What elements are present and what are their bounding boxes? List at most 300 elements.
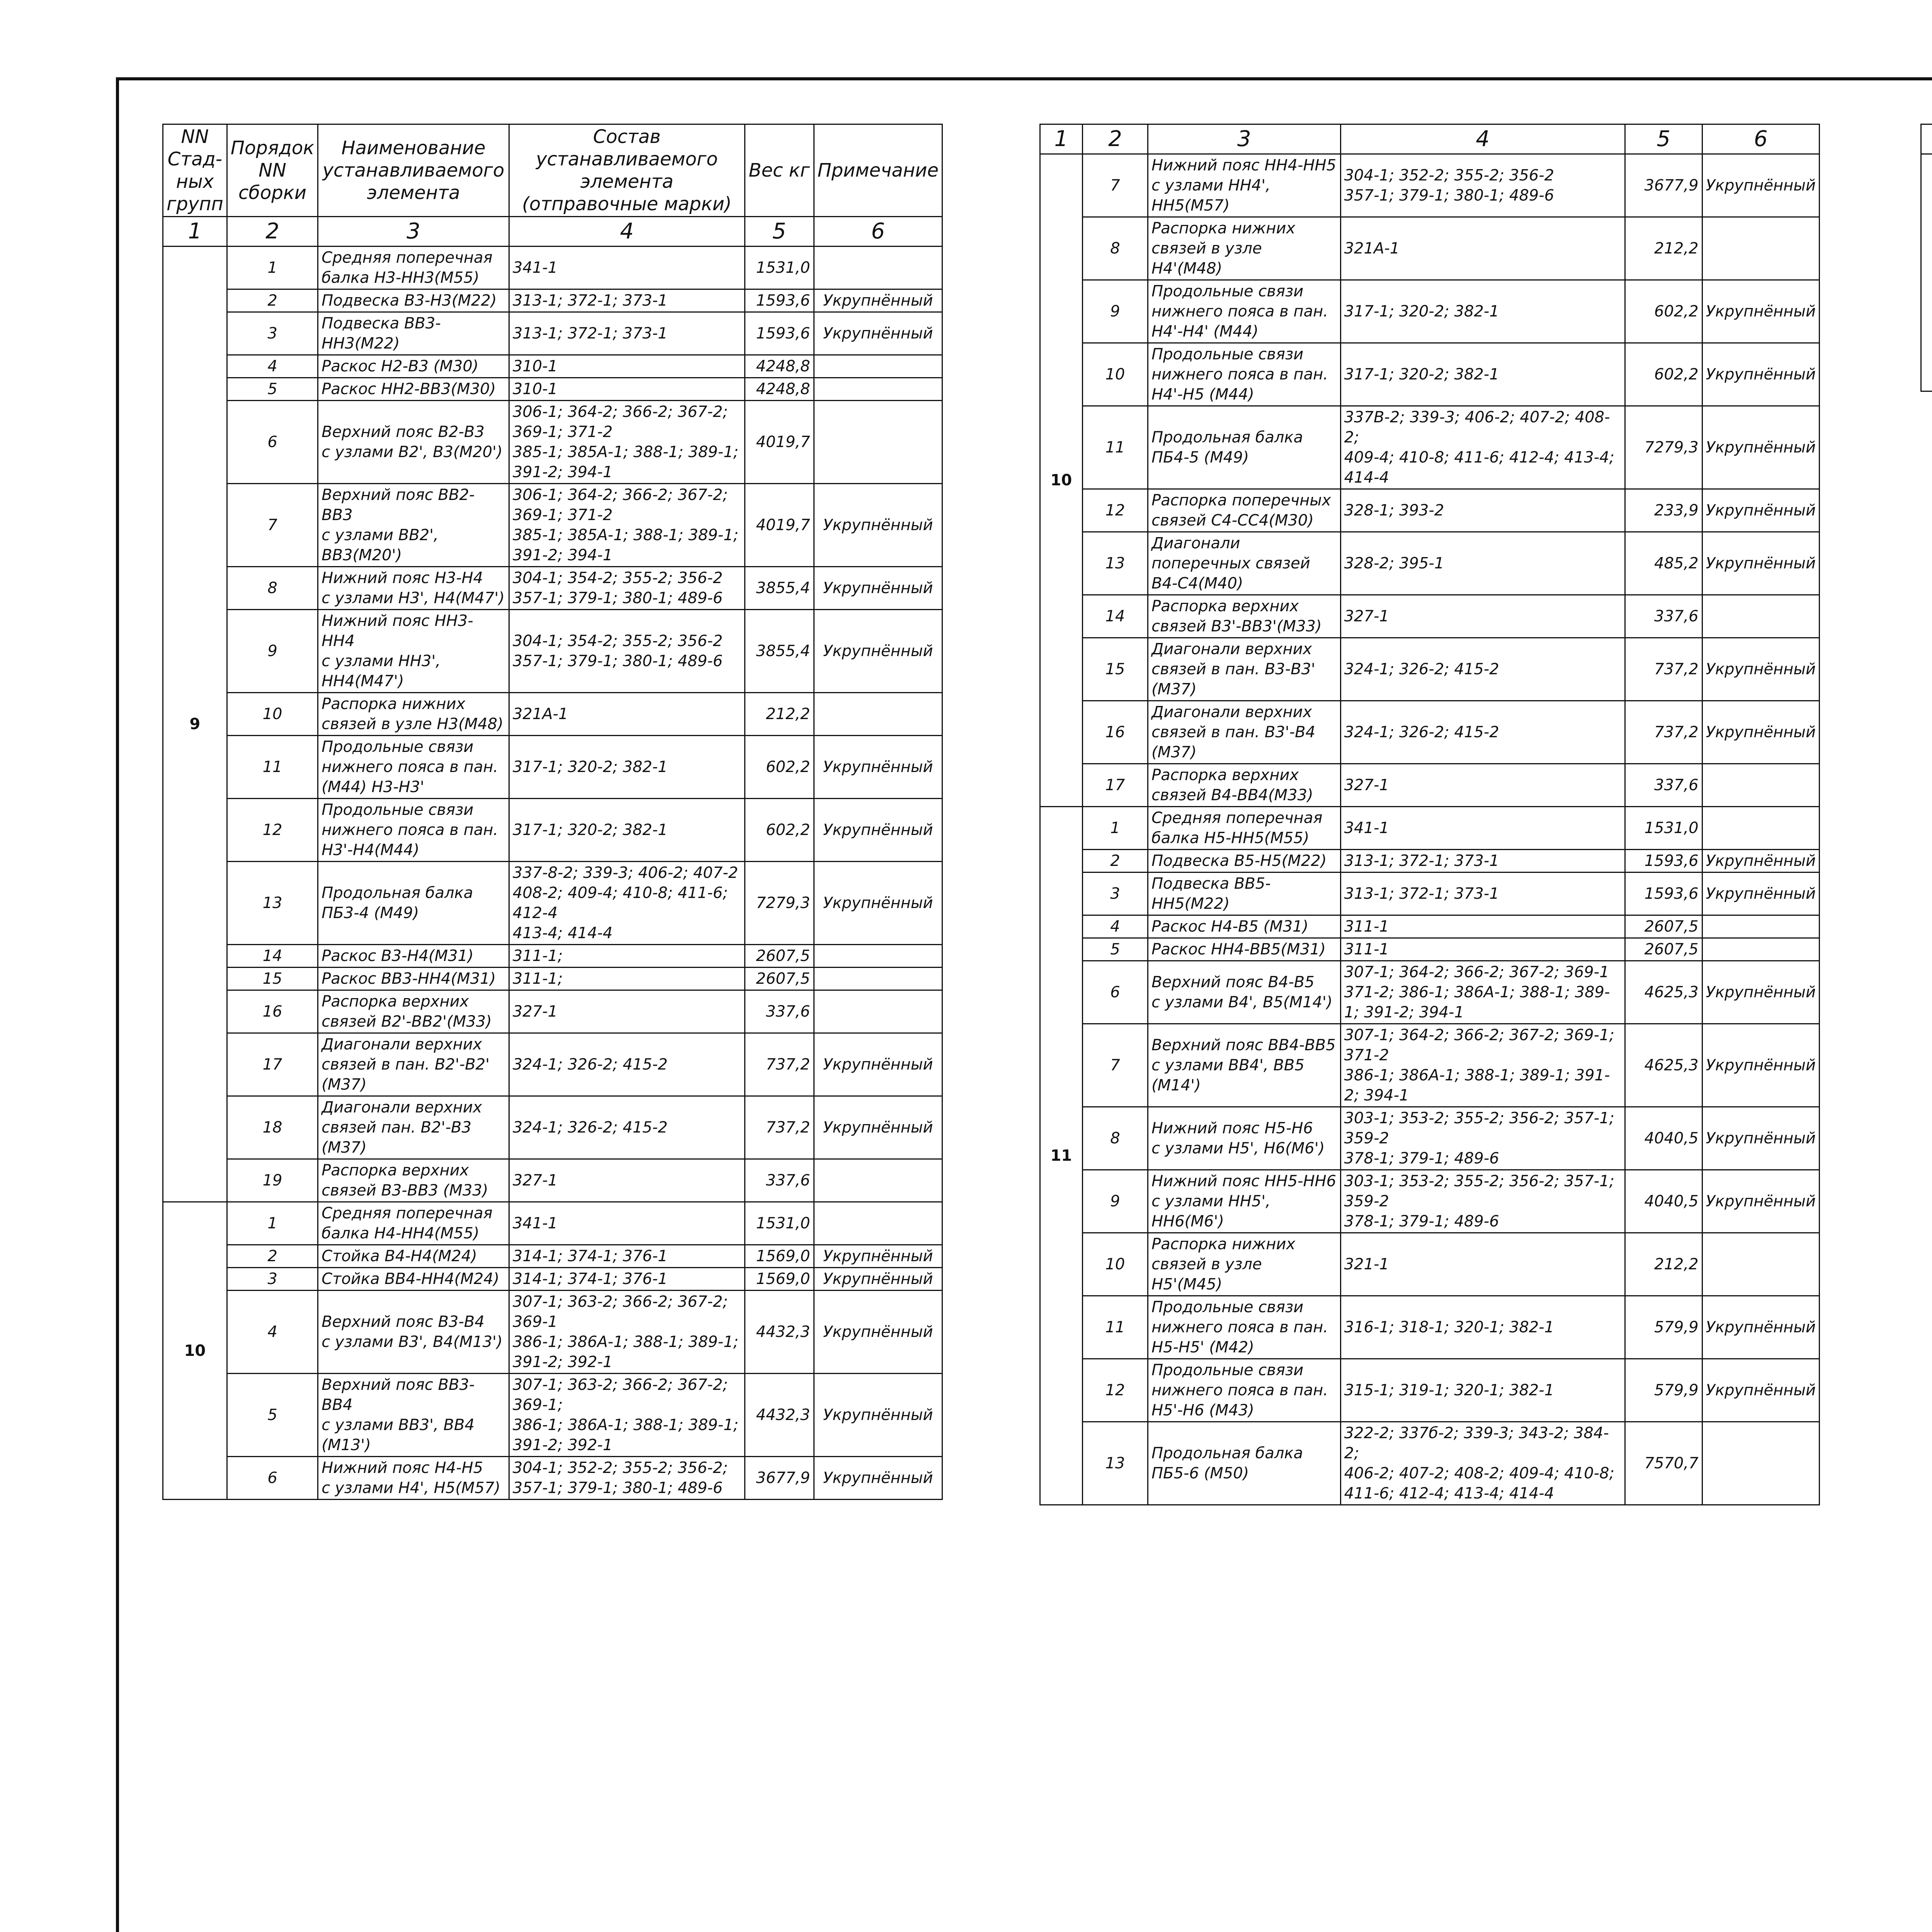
- element-name: Верхний пояс В4-В5 с узлами В4', В5(М14'): [1148, 961, 1341, 1024]
- table-row: [1921, 154, 1932, 177]
- element-composition: 341-1: [509, 1202, 745, 1245]
- element-weight: 4019,7: [745, 401, 814, 484]
- element-name: Распорка нижних связей в узле Н5'(М45): [1148, 1233, 1341, 1296]
- assembly-order: 4: [227, 355, 318, 378]
- assembly-order: 3: [227, 1268, 318, 1291]
- element-name: Диагонали верхних связей в пан. В3-В3' (М37): [1148, 638, 1341, 701]
- element-name: Раскос Н4-В5 (М31): [1148, 915, 1341, 938]
- element-weight: 4432,3: [745, 1374, 814, 1457]
- element-composition: 324-1; 326-2; 415-2: [1340, 701, 1625, 764]
- assembly-order: 6: [227, 401, 318, 484]
- table-row: [163, 567, 942, 610]
- element-composition: 303-1; 353-2; 355-2; 356-2; 357-1; 359-2 378-1; 379-1; 489-6: [1340, 1107, 1625, 1170]
- table-row: [1040, 1170, 1820, 1233]
- element-composition: 317-1; 320-2; 382-1: [1340, 343, 1625, 406]
- stage-group-number: 9: [163, 247, 227, 1202]
- assembly-order: 1: [227, 1202, 318, 1245]
- element-weight: 602,2: [1625, 343, 1702, 406]
- element-name: Распорка нижних связей в узле Н4'(М48): [1148, 217, 1341, 280]
- element-composition: 341-1: [509, 247, 745, 289]
- table-row: [163, 1159, 942, 1202]
- element-weight: 337,6: [1625, 595, 1702, 638]
- element-weight: 737,2: [1625, 638, 1702, 701]
- table-row: [1040, 280, 1820, 343]
- element-weight: 4040,5: [1625, 1170, 1702, 1233]
- table-row: [163, 1202, 942, 1245]
- element-weight: 337,6: [1625, 764, 1702, 807]
- element-note: [1702, 915, 1819, 938]
- table-row: [1040, 217, 1820, 280]
- column-number: 3: [318, 217, 509, 247]
- element-weight: 1531,0: [745, 1202, 814, 1245]
- element-weight: 7279,3: [745, 862, 814, 945]
- assembly-order: 13: [1082, 532, 1148, 595]
- assembly-order: 2: [1082, 850, 1148, 872]
- header-name-col: Наименование устанавливаемого элемента: [318, 124, 509, 217]
- element-composition: 328-1; 393-2: [1340, 489, 1625, 532]
- table-row: [163, 1096, 942, 1159]
- table-row: [1040, 764, 1820, 807]
- element-composition: 311-1;: [509, 945, 745, 968]
- table-row: [1040, 638, 1820, 701]
- element-note: Укрупнённый: [814, 312, 942, 355]
- element-note: Укрупнённый: [1702, 872, 1819, 915]
- element-composition: 324-1; 326-2; 415-2: [1340, 638, 1625, 701]
- element-composition: 324-1; 326-2; 415-2: [509, 1096, 745, 1159]
- element-note: [814, 247, 942, 289]
- element-name: Диагонали верхних связей в пан. В3'-В4 (М37): [1148, 701, 1341, 764]
- element-composition: 304-1; 354-2; 355-2; 356-2 357-1; 379-1; 380-1; 489-6: [509, 567, 745, 610]
- assembly-order: 11: [1082, 406, 1148, 489]
- assembly-order: 12: [1082, 1359, 1148, 1422]
- assembly-order: 8: [1082, 217, 1148, 280]
- assembly-order: 7: [227, 484, 318, 567]
- element-note: Укрупнённый: [1702, 532, 1819, 595]
- element-weight: 1569,0: [745, 1245, 814, 1268]
- element-composition: 317-1; 320-2; 382-1: [509, 799, 745, 862]
- assembly-order: 5: [1082, 938, 1148, 961]
- element-composition: 310-1: [509, 378, 745, 401]
- column-number-row: [163, 217, 942, 247]
- table-row: [1040, 1359, 1820, 1422]
- table-row: [163, 736, 942, 799]
- element-composition: 321А-1: [509, 693, 745, 736]
- table-header: [163, 124, 942, 217]
- element-weight: 2607,5: [745, 945, 814, 968]
- element-note: Укрупнённый: [814, 1268, 942, 1291]
- element-weight: 212,2: [745, 693, 814, 736]
- element-composition: 321А-1: [1340, 217, 1625, 280]
- element-note: Укрупнённый: [1702, 638, 1819, 701]
- element-name: Продольные связи нижнего пояса в пан. Н5'-Н6 (М43): [1148, 1359, 1341, 1422]
- assembly-order: 3: [227, 312, 318, 355]
- element-name: Продольная балка ПБ5-6 (М50): [1148, 1422, 1341, 1505]
- column-number-row: [1040, 124, 1820, 154]
- assembly-order: 11: [1082, 1296, 1148, 1359]
- table-row: [163, 1291, 942, 1374]
- element-composition: 314-1; 374-1; 376-1: [509, 1268, 745, 1291]
- element-composition: 311-1: [1340, 938, 1625, 961]
- stage-group-number: 10: [163, 1202, 227, 1500]
- element-name: Раскос НН4-ВВ5(М31): [1148, 938, 1341, 961]
- table-row: [1040, 532, 1820, 595]
- element-name: Продольная балка ПБ4-5 (М49): [1148, 406, 1341, 489]
- assembly-order: 15: [1082, 638, 1148, 701]
- element-weight: 233,9: [1625, 489, 1702, 532]
- table-row: [1040, 406, 1820, 489]
- element-note: Укрупнённый: [1702, 850, 1819, 872]
- column-number-row: [1921, 124, 1932, 154]
- element-name: Подвеска ВВ3-НН3(М22): [318, 312, 509, 355]
- element-name: Средняя поперечная балка Н5-НН5(М55): [1148, 807, 1341, 850]
- element-name: Раскос ВВ3-НН4(М31): [318, 968, 509, 990]
- element-note: Укрупнённый: [1702, 1024, 1819, 1107]
- element-weight: 4432,3: [745, 1291, 814, 1374]
- element-note: Укрупнённый: [1702, 154, 1819, 217]
- element-name: Распорка верхних связей В2'-ВВ2'(М33): [318, 990, 509, 1033]
- element-note: [814, 355, 942, 378]
- element-note: [1702, 1233, 1819, 1296]
- element-weight: 4248,8: [745, 378, 814, 401]
- element-composition: 307-1; 364-2; 366-2; 367-2; 369-1 371-2; 386-1; 386А-1; 388-1; 389-1; 391-2; 394-1: [1340, 961, 1625, 1024]
- element-composition: 337В-2; 339-3; 406-2; 407-2; 408-2; 409-4; 410-8; 411-6; 412-4; 413-4; 414-4: [1340, 406, 1625, 489]
- element-name: Раскос В3-Н4(М31): [318, 945, 509, 968]
- element-composition: 317-1; 320-2; 382-1: [509, 736, 745, 799]
- table-row: [163, 247, 942, 289]
- element-weight: 337,6: [745, 990, 814, 1033]
- assembly-order: 10: [1082, 343, 1148, 406]
- element-weight: 1531,0: [1625, 807, 1702, 850]
- table-row: [1040, 1107, 1820, 1170]
- table-row: [1040, 701, 1820, 764]
- assembly-order: 17: [1082, 764, 1148, 807]
- assembly-order: 4: [227, 1291, 318, 1374]
- assembly-order: 3: [1082, 872, 1148, 915]
- element-name: Раскос Н2-В3 (М30): [318, 355, 509, 378]
- table-row: [1040, 489, 1820, 532]
- assembly-order: 5: [227, 378, 318, 401]
- element-composition: 311-1;: [509, 968, 745, 990]
- element-name: Верхний пояс В3-В4 с узлами В3', В4(М13'): [318, 1291, 509, 1374]
- element-weight: 602,2: [745, 736, 814, 799]
- header-composition-col: Состав устанавливаемого элемента (отправочные марки): [509, 124, 745, 217]
- element-note: Укрупнённый: [814, 610, 942, 693]
- assembly-order: 7: [1082, 1024, 1148, 1107]
- element-note: Укрупнённый: [814, 289, 942, 312]
- element-composition: 303-1; 353-2; 355-2; 356-2; 357-1; 359-2 378-1; 379-1; 489-6: [1340, 1170, 1625, 1233]
- column-number: 5: [745, 217, 814, 247]
- element-note: Укрупнённый: [814, 1457, 942, 1500]
- assembly-order: 7: [1082, 154, 1148, 217]
- sequence-table-right: [1920, 124, 1932, 392]
- element-weight: 212,2: [1625, 217, 1702, 280]
- element-name: Подвеска ВВ5-НН5(М22): [1148, 872, 1341, 915]
- assembly-order: 9: [1082, 280, 1148, 343]
- table-row: [163, 1268, 942, 1291]
- element-composition: 307-1; 363-2; 366-2; 367-2; 369-1 386-1; 386А-1; 388-1; 389-1; 391-2; 392-1: [509, 1291, 745, 1374]
- element-note: [814, 1159, 942, 1202]
- header-order-col: Порядок NN сборки: [227, 124, 318, 217]
- element-name: Нижний пояс Н3-Н4 с узлами Н3', Н4(М47'): [318, 567, 509, 610]
- element-composition: 306-1; 364-2; 366-2; 367-2; 369-1; 371-2 385-1; 385А-1; 388-1; 389-1; 391-2; 394-1: [509, 484, 745, 567]
- table-row: [1040, 1024, 1820, 1107]
- element-note: Укрупнённый: [814, 1245, 942, 1268]
- table-row: [1040, 1233, 1820, 1296]
- element-weight: 737,2: [1625, 701, 1702, 764]
- element-weight: 4019,7: [745, 484, 814, 567]
- element-note: Укрупнённый: [814, 1096, 942, 1159]
- element-name: Нижний пояс Н5-Н6 с узлами Н5', Н6(М6'): [1148, 1107, 1341, 1170]
- assembly-order: 16: [227, 990, 318, 1033]
- element-weight: 2607,5: [745, 968, 814, 990]
- element-note: Укрупнённый: [1702, 406, 1819, 489]
- element-composition: 313-1; 372-1; 373-1: [509, 312, 745, 355]
- stage-group-number: 11: [1040, 807, 1083, 1505]
- element-note: [814, 945, 942, 968]
- element-note: Укрупнённый: [814, 1033, 942, 1096]
- assembly-order: 14: [1082, 595, 1148, 638]
- element-weight: 579,9: [1625, 1359, 1702, 1422]
- element-name: Средняя поперечная балка Н3-НН3(М55): [318, 247, 509, 289]
- assembly-order: 11: [227, 736, 318, 799]
- element-composition: 310-1: [509, 355, 745, 378]
- element-name: Нижний пояс Н4-Н5 с узлами Н4', Н5(М57): [318, 1457, 509, 1500]
- element-weight: 737,2: [745, 1096, 814, 1159]
- element-name: Диагонали верхних связей в пан. В2'-В2' (М37): [318, 1033, 509, 1096]
- assembly-order: 10: [1082, 1233, 1148, 1296]
- element-name: Распорка верхних связей В3-ВВ3 (М33): [318, 1159, 509, 1202]
- assembly-order: 12: [1082, 489, 1148, 532]
- element-weight: 3855,4: [745, 610, 814, 693]
- element-composition: 315-1; 319-1; 320-1; 382-1: [1340, 1359, 1625, 1422]
- table-row: [163, 1245, 942, 1268]
- element-composition: 327-1: [1340, 595, 1625, 638]
- table-row: [1040, 595, 1820, 638]
- element-note: [814, 693, 942, 736]
- table-row: [1040, 1296, 1820, 1359]
- element-note: Укрупнённый: [1702, 280, 1819, 343]
- table-row: [163, 484, 942, 567]
- element-note: Укрупнённый: [1702, 701, 1819, 764]
- assembly-order: 1: [227, 247, 318, 289]
- element-weight: 1593,6: [1625, 872, 1702, 915]
- stage-group-number: [1921, 154, 1932, 391]
- assembly-order: 9: [1082, 1170, 1148, 1233]
- element-composition: 328-2; 395-1: [1340, 532, 1625, 595]
- element-composition: 311-1: [1340, 915, 1625, 938]
- assembly-order: 2: [227, 1245, 318, 1268]
- sequence-table-middle: [1039, 124, 1820, 1505]
- assembly-order: 16: [1082, 701, 1148, 764]
- element-weight: 602,2: [745, 799, 814, 862]
- element-note: Укрупнённый: [1702, 1170, 1819, 1233]
- assembly-order: 8: [1082, 1107, 1148, 1170]
- element-name: Диагонали поперечных связей В4-С4(М40): [1148, 532, 1341, 595]
- element-name: Продольные связи нижнего пояса в пан. Н3'-Н4(М44): [318, 799, 509, 862]
- element-note: [814, 378, 942, 401]
- element-note: Укрупнённый: [814, 862, 942, 945]
- element-note: Укрупнённый: [814, 484, 942, 567]
- element-note: Укрупнённый: [1702, 961, 1819, 1024]
- table-row: [1040, 850, 1820, 872]
- table-row: [1040, 915, 1820, 938]
- table-row: [163, 378, 942, 401]
- table-row: [1040, 961, 1820, 1024]
- table-row: [163, 1033, 942, 1096]
- element-note: Укрупнённый: [814, 567, 942, 610]
- column-number: 4: [509, 217, 745, 247]
- element-name: Распорка поперечных связей С4-СС4(М30): [1148, 489, 1341, 532]
- element-note: Укрупнённый: [814, 736, 942, 799]
- table-row: [163, 990, 942, 1033]
- element-weight: 4625,3: [1625, 1024, 1702, 1107]
- element-name: Продольные связи нижнего пояса в пан. (М44) Н3-Н3': [318, 736, 509, 799]
- table-row: [1040, 1422, 1820, 1505]
- column-number: [1921, 124, 1932, 154]
- element-composition: 306-1; 364-2; 366-2; 367-2; 369-1; 371-2 385-1; 385А-1; 388-1; 389-1; 391-2; 394-1: [509, 401, 745, 484]
- element-weight: 4625,3: [1625, 961, 1702, 1024]
- element-composition: 322-2; 337б-2; 339-3; 343-2; 384-2; 406-2; 407-2; 408-2; 409-4; 410-8; 411-6; 412-4; 413-4; 414-4: [1340, 1422, 1625, 1505]
- element-name: Подвеска В5-Н5(М22): [1148, 850, 1341, 872]
- element-note: Укрупнённый: [1702, 1296, 1819, 1359]
- element-note: Укрупнённый: [814, 799, 942, 862]
- element-composition: 327-1: [509, 990, 745, 1033]
- element-name: Нижний пояс НН5-НН6 с узлами НН5', НН6(М6'): [1148, 1170, 1341, 1233]
- element-weight: 1569,0: [745, 1268, 814, 1291]
- element-weight: 7570,7: [1625, 1422, 1702, 1505]
- table-row: [163, 312, 942, 355]
- column-number: 1: [163, 217, 227, 247]
- assembly-order: 10: [227, 693, 318, 736]
- table-row: [163, 1457, 942, 1500]
- element-note: [814, 1202, 942, 1245]
- element-weight: 485,2: [1625, 532, 1702, 595]
- element-name: Диагонали верхних связей пан. В2'-В3 (М37): [318, 1096, 509, 1159]
- element-weight: 1531,0: [745, 247, 814, 289]
- element-name: Стойка В4-Н4(М24): [318, 1245, 509, 1268]
- column-number: 6: [814, 217, 942, 247]
- column-number: 1: [1040, 124, 1083, 154]
- element-composition: 324-1; 326-2; 415-2: [509, 1033, 745, 1096]
- element-composition: 341-1: [1340, 807, 1625, 850]
- column-number: 2: [227, 217, 318, 247]
- table-row: [163, 799, 942, 862]
- table-row: [163, 401, 942, 484]
- element-weight: 4040,5: [1625, 1107, 1702, 1170]
- element-composition: 307-1; 363-2; 366-2; 367-2; 369-1; 386-1; 386А-1; 388-1; 389-1; 391-2; 392-1: [509, 1374, 745, 1457]
- table-row: [163, 289, 942, 312]
- element-composition: 316-1; 318-1; 320-1; 382-1: [1340, 1296, 1625, 1359]
- element-weight: 3855,4: [745, 567, 814, 610]
- element-weight: 1593,6: [745, 289, 814, 312]
- element-name: Распорка верхних связей В4-ВВ4(М33): [1148, 764, 1341, 807]
- element-name: Продольные связи нижнего пояса в пан. Н5-Н5' (М42): [1148, 1296, 1341, 1359]
- element-name: Продольные связи нижнего пояса в пан. Н4'-Н4' (М44): [1148, 280, 1341, 343]
- table-row: [163, 862, 942, 945]
- table-row: [163, 968, 942, 990]
- assembly-order: 5: [227, 1374, 318, 1457]
- element-note: Укрупнённый: [1702, 343, 1819, 406]
- table-row: [163, 945, 942, 968]
- table-row: [1040, 343, 1820, 406]
- assembly-order: 13: [1082, 1422, 1148, 1505]
- table-row: [163, 610, 942, 693]
- column-number: 4: [1340, 124, 1625, 154]
- element-composition: 304-1; 352-2; 355-2; 356-2; 357-1; 379-1; 380-1; 489-6: [509, 1457, 745, 1500]
- assembly-order: 6: [1082, 961, 1148, 1024]
- element-note: Укрупнённый: [1702, 1107, 1819, 1170]
- element-note: [1702, 764, 1819, 807]
- assembly-order: 18: [227, 1096, 318, 1159]
- element-weight: 2607,5: [1625, 938, 1702, 961]
- column-number: 6: [1702, 124, 1819, 154]
- assembly-order: 13: [227, 862, 318, 945]
- element-composition: 313-1; 372-1; 373-1: [1340, 850, 1625, 872]
- element-composition: 337-8-2; 339-3; 406-2; 407-2 408-2; 409-4; 410-8; 411-6; 412-4 413-4; 414-4: [509, 862, 745, 945]
- column-number: 2: [1082, 124, 1148, 154]
- table-row: [1040, 807, 1820, 850]
- element-weight: 737,2: [745, 1033, 814, 1096]
- element-note: Укрупнённый: [1702, 1359, 1819, 1422]
- element-name: Верхний пояс В2-В3 с узлами В2', В3(М20'): [318, 401, 509, 484]
- assembly-order: 15: [227, 968, 318, 990]
- element-note: [1702, 595, 1819, 638]
- assembly-order: 17: [227, 1033, 318, 1096]
- element-name: Верхний пояс ВВ2-ВВ3 с узлами ВВ2', ВВ3(М20'): [318, 484, 509, 567]
- element-weight: 7279,3: [1625, 406, 1702, 489]
- element-weight: 1593,6: [745, 312, 814, 355]
- table-row: [1040, 872, 1820, 915]
- element-note: [814, 401, 942, 484]
- element-composition: 321-1: [1340, 1233, 1625, 1296]
- element-weight: 4248,8: [745, 355, 814, 378]
- assembly-order: 2: [227, 289, 318, 312]
- element-note: [814, 990, 942, 1033]
- element-weight: 602,2: [1625, 280, 1702, 343]
- element-note: Укрупнённый: [814, 1374, 942, 1457]
- assembly-order: 12: [227, 799, 318, 862]
- element-weight: 1593,6: [1625, 850, 1702, 872]
- stage-group-number: 10: [1040, 154, 1083, 807]
- element-composition: 307-1; 364-2; 366-2; 367-2; 369-1; 371-2 386-1; 386А-1; 388-1; 389-1; 391-2; 394-1: [1340, 1024, 1625, 1107]
- element-composition: 304-1; 354-2; 355-2; 356-2 357-1; 379-1; 380-1; 489-6: [509, 610, 745, 693]
- element-name: Нижний пояс НН4-НН5 с узлами НН4', НН5(М57): [1148, 154, 1341, 217]
- element-weight: 337,6: [745, 1159, 814, 1202]
- column-number: 5: [1625, 124, 1702, 154]
- element-name: Верхний пояс ВВ4-ВВ5 с узлами ВВ4', ВВ5 (М14'): [1148, 1024, 1341, 1107]
- table-row: [163, 355, 942, 378]
- element-name: Подвеска В3-Н3(М22): [318, 289, 509, 312]
- element-composition: 313-1; 372-1; 373-1: [1340, 872, 1625, 915]
- element-name: Продольные связи нижнего пояса в пан. Н4'-Н5 (М44): [1148, 343, 1341, 406]
- assembly-order: 14: [227, 945, 318, 968]
- header-weight-col: Вес кг: [745, 124, 814, 217]
- element-composition: 317-1; 320-2; 382-1: [1340, 280, 1625, 343]
- assembly-order: 19: [227, 1159, 318, 1202]
- assembly-order: 1: [1082, 807, 1148, 850]
- element-name: Распорка верхних связей В3'-ВВ3'(М33): [1148, 595, 1341, 638]
- element-note: [1702, 938, 1819, 961]
- element-composition: 327-1: [509, 1159, 745, 1202]
- element-composition: 313-1; 372-1; 373-1: [509, 289, 745, 312]
- element-weight: 212,2: [1625, 1233, 1702, 1296]
- header-note-col: Примечание: [814, 124, 942, 217]
- column-number: 3: [1148, 124, 1341, 154]
- element-note: [1702, 1422, 1819, 1505]
- table-row: [163, 693, 942, 736]
- element-note: [1702, 217, 1819, 280]
- assembly-order: 9: [227, 610, 318, 693]
